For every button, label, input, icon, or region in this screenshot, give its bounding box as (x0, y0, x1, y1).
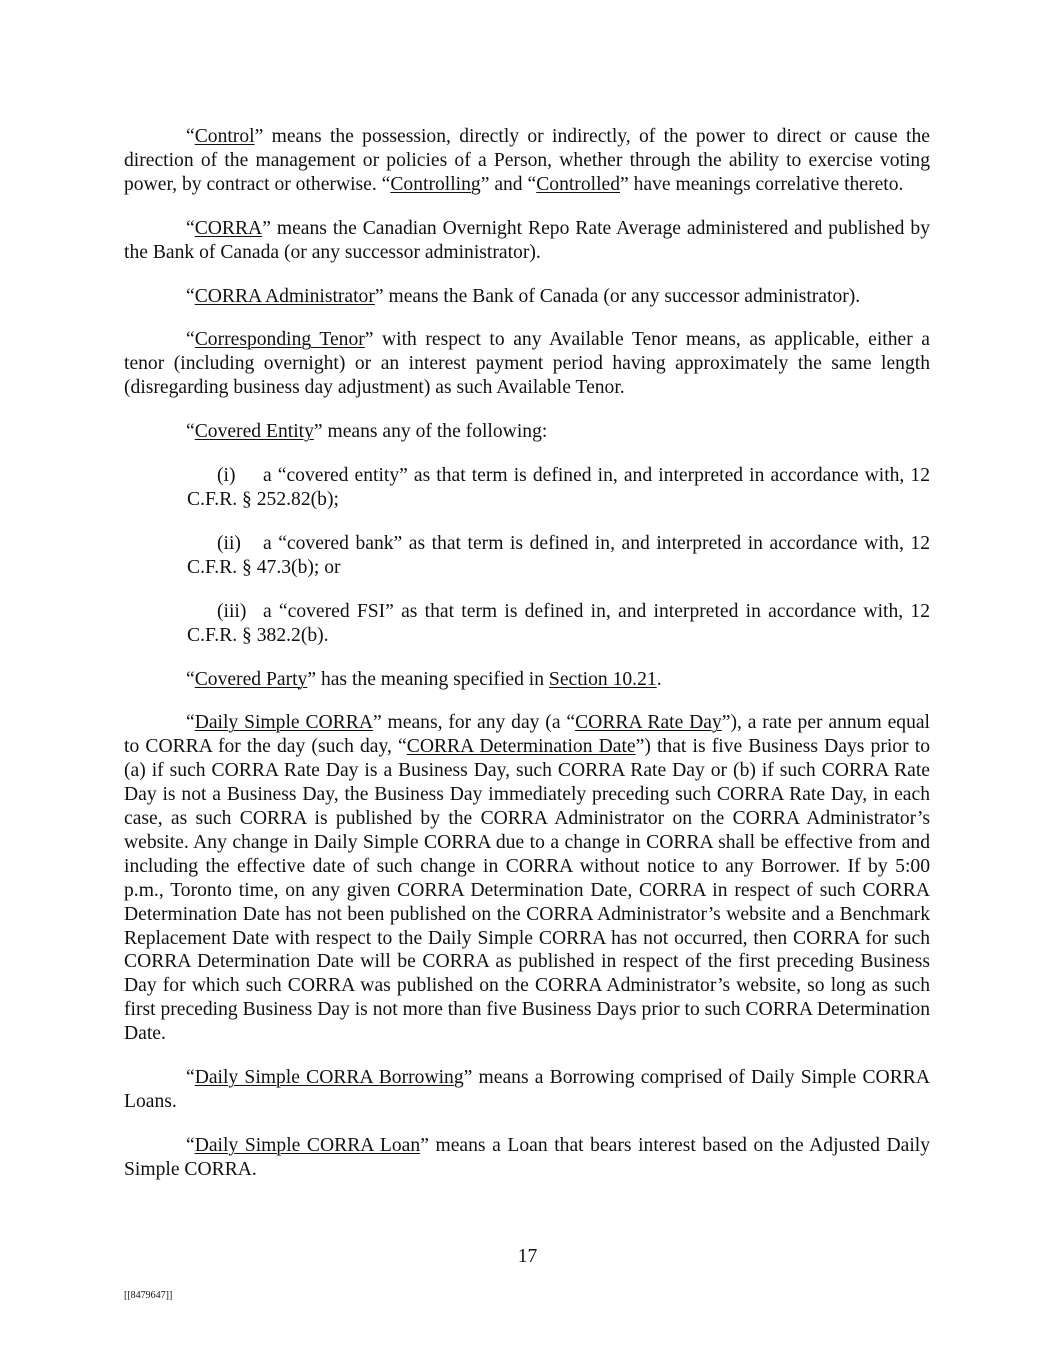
definition-daily-simple-corra (124, 711, 930, 1046)
item-number: (i) (217, 465, 236, 487)
definition-corra (124, 217, 930, 265)
definition-text: ” means a Borrowing comprised of Daily Simple CORRA Loans. (124, 1067, 930, 1112)
open-quote: “ (186, 329, 195, 351)
definition-text: ”), a rate per annum equal to CORRA for the day (such day, “ (124, 712, 930, 758)
page-number: 17 (517, 1246, 538, 1267)
defined-term-covered-party: Covered Party (194, 668, 308, 690)
definition-text: ” means a Loan that bears interest based on the Adjusted Daily Simple CORRA. (124, 1134, 931, 1180)
defined-term-corra-administrator: CORRA Administrator (194, 285, 375, 307)
defined-term-controlling: Controlling (390, 173, 481, 195)
open-quote: “ (186, 285, 195, 307)
defined-term-daily-simple-corra-loan: Daily Simple CORRA Loan (194, 1134, 421, 1156)
open-quote: “ (186, 1067, 195, 1089)
item-number: (iii) (217, 600, 247, 622)
defined-term-covered-entity: Covered Entity (194, 421, 314, 443)
definition-text: ”) that is five Business Days prior to (a) if such CORRA Rate Day is a Business Day, such CORRA Rate Day or (b) if such CORRA Rate Day is not a Business Day, the Business Day immediately preceding such CORRA Rate Day, in each case, as such CORRA is published by the CORRA Administrator on the CORRA Administrator’s website. Any change in Daily Simple CORRA due to a change in CORRA shall be effective from and including the effective date of such change in CORRA without notice to any Borrower. If by 5:00 p.m., Toronto time, on any given CORRA Determination Date, CORRA in respect of such CORRA Determination Date has not been published on the CORRA Administrator’s website and a Benchmark Replacement Date with respect to the Daily Simple CORRA has not occurred, then CORRA for such CORRA Determination Date will be CORRA as published in respect of the first preceding Business Day for which such CORRA was published on the CORRA Administrator’s website, so long as such first preceding Business Day is not more than five Business Days prior to such CORRA Determination Date. (124, 736, 930, 1045)
defined-term-daily-simple-corra: Daily Simple CORRA (194, 712, 373, 734)
section-reference-link[interactable]: Section 10.21 (548, 668, 657, 690)
document-id: [[8479647]] (124, 1290, 173, 1301)
definition-text: ” means the possession, directly or indirectly, of the power to direct or cause the direction of the management or policies of a Person, whether through the ability to exercise voting power, by contract or otherwise. “ (124, 126, 930, 195)
definition-text: ” means, for any day (a “ (372, 712, 576, 734)
open-quote: “ (186, 712, 195, 734)
open-quote: “ (186, 668, 195, 690)
item-text: a “covered entity” as that term is defined in, and interpreted in accordance with, 12 C.F.R. § 252.82(b); (187, 465, 930, 510)
document-body (124, 125, 930, 1202)
item-number: (ii) (217, 532, 241, 554)
defined-term-control: Control (194, 126, 255, 147)
item-text: a “covered FSI” as that term is defined in, and interpreted in accordance with, 12 C.F.R. § 382.2(b). (187, 600, 930, 646)
definition-text: ” has the meaning specified in (307, 668, 549, 690)
definition-covered-entity (124, 420, 930, 444)
definition-text: ” with respect to any Available Tenor means, as applicable, either a tenor (including overnight) or an interest payment period having approximately the same length (disregarding business day adjustment) as such Available Tenor. (124, 329, 930, 399)
defined-term-controlled: Controlled (536, 173, 621, 195)
defined-term-corra: CORRA (194, 217, 263, 239)
open-quote: “ (186, 421, 195, 443)
covered-entity-item-i (187, 464, 930, 512)
covered-entity-item-iii (187, 600, 930, 648)
definition-text: ” means the Canadian Overnight Repo Rate Average administered and published by the Bank of Canada (or any successor administrator). (124, 217, 930, 263)
open-quote: “ (186, 1134, 195, 1156)
definition-control (124, 125, 930, 197)
defined-term-corresponding-tenor: Corresponding Tenor (194, 329, 365, 351)
definition-text: ” and “ (480, 173, 537, 195)
definition-daily-simple-corra-loan (124, 1134, 930, 1182)
definition-text: ” means any of the following: (313, 421, 548, 443)
definition-daily-simple-corra-borrowing (124, 1066, 930, 1114)
definition-covered-party (124, 668, 930, 692)
defined-term-corra-determination-date: CORRA Determination Date (406, 736, 636, 758)
definition-text: ” have meanings correlative thereto. (620, 173, 904, 195)
definition-text: . (656, 668, 662, 690)
covered-entity-item-ii (187, 532, 930, 580)
item-text: a “covered bank” as that term is defined in, and interpreted in accordance with, 12 C.F.R. § 47.3(b); or (187, 532, 930, 578)
open-quote: “ (186, 217, 195, 239)
defined-term-daily-simple-corra-borrowing: Daily Simple CORRA Borrowing (194, 1067, 464, 1089)
defined-term-corra-rate-day: CORRA Rate Day (575, 712, 722, 734)
definition-text: ” means the Bank of Canada (or any successor administrator). (374, 285, 861, 307)
open-quote: “ (186, 126, 195, 147)
definition-corresponding-tenor (124, 328, 930, 400)
definition-corra-administrator (124, 285, 930, 309)
